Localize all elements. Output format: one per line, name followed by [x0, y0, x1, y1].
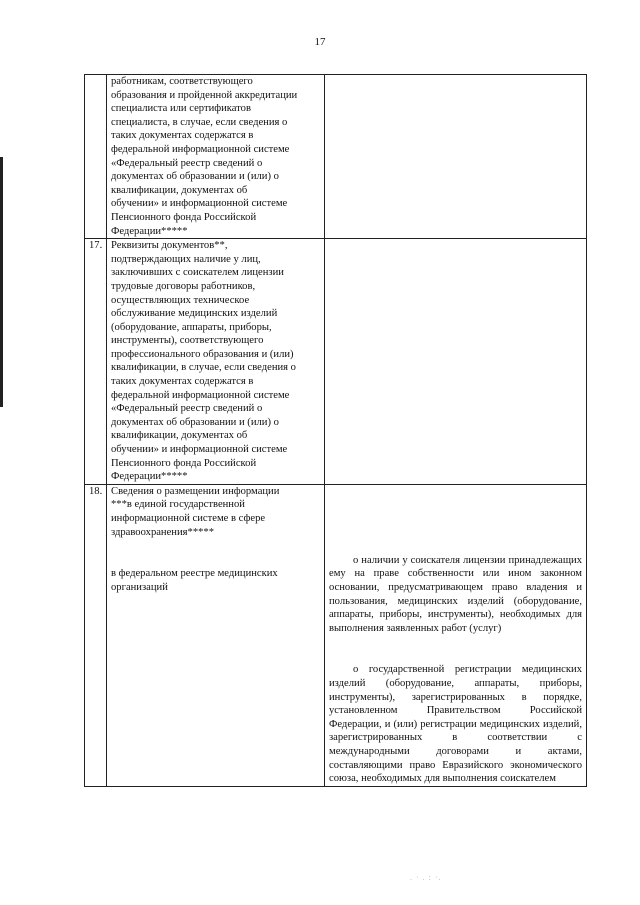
answer-paragraph-registration	[329, 663, 582, 785]
row-answer	[325, 239, 587, 485]
row-number: 17.	[85, 239, 107, 485]
answer-paragraph-ownership	[329, 554, 582, 636]
table-row	[85, 484, 587, 786]
table-row	[85, 75, 587, 239]
row-answer	[325, 75, 587, 239]
answer-text: о государственной регистрации медицинских изделий (оборудование, аппараты, приборы, инструменты), зарегистрированных в порядке, установленном Правительством Российской Федерации, и (или) регистрации медицинских изделий, зарегистрированных в соответствии с международными договорами и актами, составляющими право Евразийского экономического союза, необходимых для выполнения соискателем	[329, 664, 582, 785]
description-heading: Сведения о размещении информации ***в единой государственной информационной системе в сфере здравоохранения*****	[111, 485, 280, 538]
description-text: работникам, соответствующего образования и пройденной аккредитации специалиста или сертификатов специалиста, в случае, если сведения о таких документах содержатся в федеральной информационной системе «Федеральный реестр сведений о документах об образовании и (или) о квалификации, документах об обучении» и информационной системе Пенсионного фонда Российской Федерации*****	[111, 76, 298, 237]
description-subitem: в федеральном реестре медицинских организаций	[111, 568, 278, 593]
row-number	[85, 75, 107, 239]
page-number: 17	[314, 36, 326, 48]
requirements-table	[84, 74, 587, 787]
scan-artifact: . · . : ·.	[410, 873, 442, 882]
answer-text: о наличии у соискателя лицензии принадлежащих ему на праве собственности или ином законном основании, предусматривающем право владения и пользования, медицинских изделий (оборудование, аппараты, приборы, инструменты), необходимых для выполнения заявленных работ (услуг)	[329, 554, 582, 634]
row-description	[107, 239, 325, 485]
description-text: Реквизиты документов**, подтверждающих наличие у лиц, заключивших с соискателем лицензии трудовые договоры работников, осуществляющих техническое обслуживание медицинских изделий (оборудование, аппараты, приборы, инструменты), соответствующего профессионального образования и (или) квалификации, в случае, если сведения о таких документах содержатся в федеральной информационной системе «Федеральный реестр сведений о документах об образовании и (или) о квалификации, документах об обучении» и информационной системе Пенсионного фонда Российской Федерации*****	[111, 240, 296, 483]
scan-margin-mark	[0, 157, 3, 407]
row-answer	[325, 484, 587, 786]
row-description	[107, 75, 325, 239]
table-row	[85, 239, 587, 485]
row-description	[107, 484, 325, 786]
row-number: 18.	[85, 484, 107, 786]
